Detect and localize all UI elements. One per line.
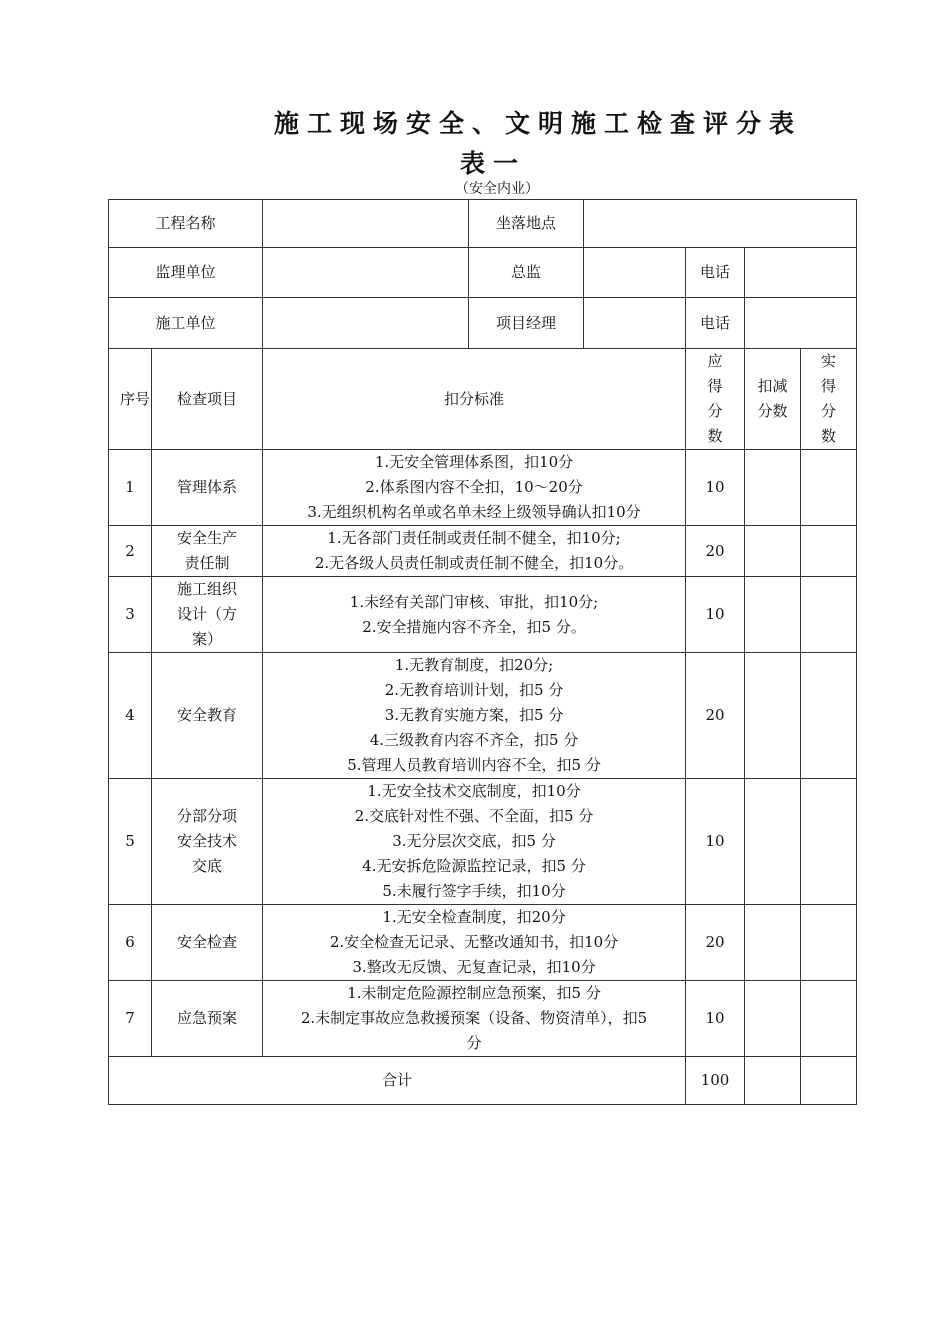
row-seq: 6 (109, 905, 152, 981)
row-full-score: 20 (686, 526, 745, 577)
criteria-line: 4.三级教育内容不齐全，扣5 分 (369, 731, 579, 749)
criteria-line: 4.无安拆危险源监控记录，扣5 分 (362, 857, 586, 875)
criteria-line: 1.未制定危险源控制应急预案，扣5 分 (347, 984, 601, 1002)
criteria-line: 1.无各部门责任制或责任制不健全，扣10分; (327, 529, 621, 547)
criteria-line: 3.无组织机构名单或名单未经上级领导确认扣10分 (307, 503, 641, 521)
row-criteria (263, 779, 686, 905)
row-full-score: 20 (686, 905, 745, 981)
page-note: （安全内业） (455, 181, 539, 197)
col-seq-header: 序号 (109, 349, 152, 450)
project-name-label: 工程名称 (109, 200, 263, 248)
total-actual[interactable] (801, 1057, 857, 1105)
construction-unit-value[interactable] (263, 298, 469, 349)
location-value[interactable] (584, 200, 857, 248)
row-actual[interactable] (801, 653, 857, 779)
row-actual[interactable] (801, 577, 857, 653)
criteria-line: 1.无安全管理体系图，扣10分 (374, 453, 574, 471)
col-deduction-header: 扣减分数 (745, 349, 801, 450)
criteria-line: 3.无分层次交底，扣5 分 (392, 832, 556, 850)
row-full-score: 10 (686, 450, 745, 526)
phone-value-1[interactable] (745, 248, 857, 298)
phone-label-2: 电话 (686, 298, 745, 349)
row-item: 安全检查 (152, 905, 263, 981)
row-criteria (263, 905, 686, 981)
row-deduction[interactable] (745, 905, 801, 981)
row-criteria (263, 450, 686, 526)
criteria-line: 5.管理人员教育培训内容不全，扣5 分 (347, 756, 601, 774)
row-criteria (263, 653, 686, 779)
criteria-line: 1.无教育制度，扣20分; (394, 656, 554, 674)
row-item: 安全教育 (152, 653, 263, 779)
row-criteria (263, 526, 686, 577)
location-label: 坐落地点 (469, 200, 584, 248)
criteria-line: 3.整改无反馈、无复查记录，扣10分 (352, 958, 596, 976)
table-row (109, 981, 857, 1057)
total-deduction[interactable] (745, 1057, 801, 1105)
row-seq: 1 (109, 450, 152, 526)
row-item: 管理体系 (152, 450, 263, 526)
phone-value-2[interactable] (745, 298, 857, 349)
table-row (109, 779, 857, 905)
criteria-line: 3.无教育实施方案，扣5 分 (384, 706, 564, 724)
criteria-line: 1.无安全检查制度，扣20分 (382, 908, 566, 926)
supervisor-unit-label: 监理单位 (109, 248, 263, 298)
criteria-line: 2.体系图内容不全扣，10～20分 (365, 478, 583, 496)
criteria-line: 1.未经有关部门审核、审批，扣10分; (349, 592, 599, 611)
row-deduction[interactable] (745, 779, 801, 905)
row-item: 分部分项安全技术交底 (152, 779, 263, 905)
project-manager-label: 项目经理 (469, 298, 584, 349)
row-actual[interactable] (801, 450, 857, 526)
criteria-line: 5.未履行签字手续，扣10分 (382, 882, 566, 900)
row-item: 应急预案 (152, 981, 263, 1057)
row-actual[interactable] (801, 981, 857, 1057)
table-row (109, 653, 857, 779)
row-criteria (263, 577, 686, 653)
col-criteria-header: 扣分标准 (263, 349, 686, 450)
criteria-line: 2.无各级人员责任制或责任制不健全，扣10分。 (314, 554, 634, 572)
total-row (109, 1057, 857, 1105)
criteria-line: 2.无教育培训计划，扣5 分 (384, 681, 564, 699)
page-subtitle: 表一 (459, 149, 526, 178)
criteria-line: 2.交底针对性不强、不全面，扣5 分 (354, 807, 594, 825)
page-title: 施工现场安全、文明施工检查评分表 (273, 109, 802, 138)
inspection-table (108, 199, 857, 1105)
row-seq: 7 (109, 981, 152, 1057)
row-full-score: 20 (686, 653, 745, 779)
col-item-header: 检查项目 (152, 349, 263, 450)
col-full-score-header: 应得分数 (686, 349, 745, 450)
row-actual[interactable] (801, 905, 857, 981)
chief-supervisor-value[interactable] (584, 248, 686, 298)
table-row (109, 526, 857, 577)
table-row (109, 450, 857, 526)
row-deduction[interactable] (745, 450, 801, 526)
criteria-line: 2.安全检查无记录、无整改通知书，扣10分 (329, 933, 619, 951)
row-seq: 4 (109, 653, 152, 779)
project-manager-value[interactable] (584, 298, 686, 349)
row-item: 施工组织设计（方案） (152, 577, 263, 653)
table-row (109, 905, 857, 981)
row-deduction[interactable] (745, 653, 801, 779)
col-actual-header: 实得分数 (801, 349, 857, 450)
row-full-score: 10 (686, 577, 745, 653)
project-name-value[interactable] (263, 200, 469, 248)
row-full-score: 10 (686, 981, 745, 1057)
row-criteria (263, 981, 686, 1057)
row-seq: 3 (109, 577, 152, 653)
row-deduction[interactable] (745, 981, 801, 1057)
row-seq: 5 (109, 779, 152, 905)
table-row (109, 577, 857, 653)
phone-label-1: 电话 (686, 248, 745, 298)
total-score: 100 (686, 1057, 745, 1105)
row-item: 安全生产责任制 (152, 526, 263, 577)
row-deduction[interactable] (745, 526, 801, 577)
construction-unit-label: 施工单位 (109, 298, 263, 349)
row-seq: 2 (109, 526, 152, 577)
criteria-line: 1.无安全技术交底制度，扣10分 (367, 782, 581, 800)
chief-supervisor-label: 总监 (469, 248, 584, 298)
criteria-line: 2.安全措施内容不齐全，扣5 分。 (362, 617, 586, 636)
row-deduction[interactable] (745, 577, 801, 653)
row-actual[interactable] (801, 779, 857, 905)
criteria-line: 2.未制定事故应急救援预案（设备、物资清单），扣5 (300, 1009, 648, 1027)
criteria-line: 分 (466, 1034, 482, 1052)
row-full-score: 10 (686, 779, 745, 905)
row-actual[interactable] (801, 526, 857, 577)
total-label: 合计 (109, 1057, 686, 1105)
supervisor-unit-value[interactable] (263, 248, 469, 298)
